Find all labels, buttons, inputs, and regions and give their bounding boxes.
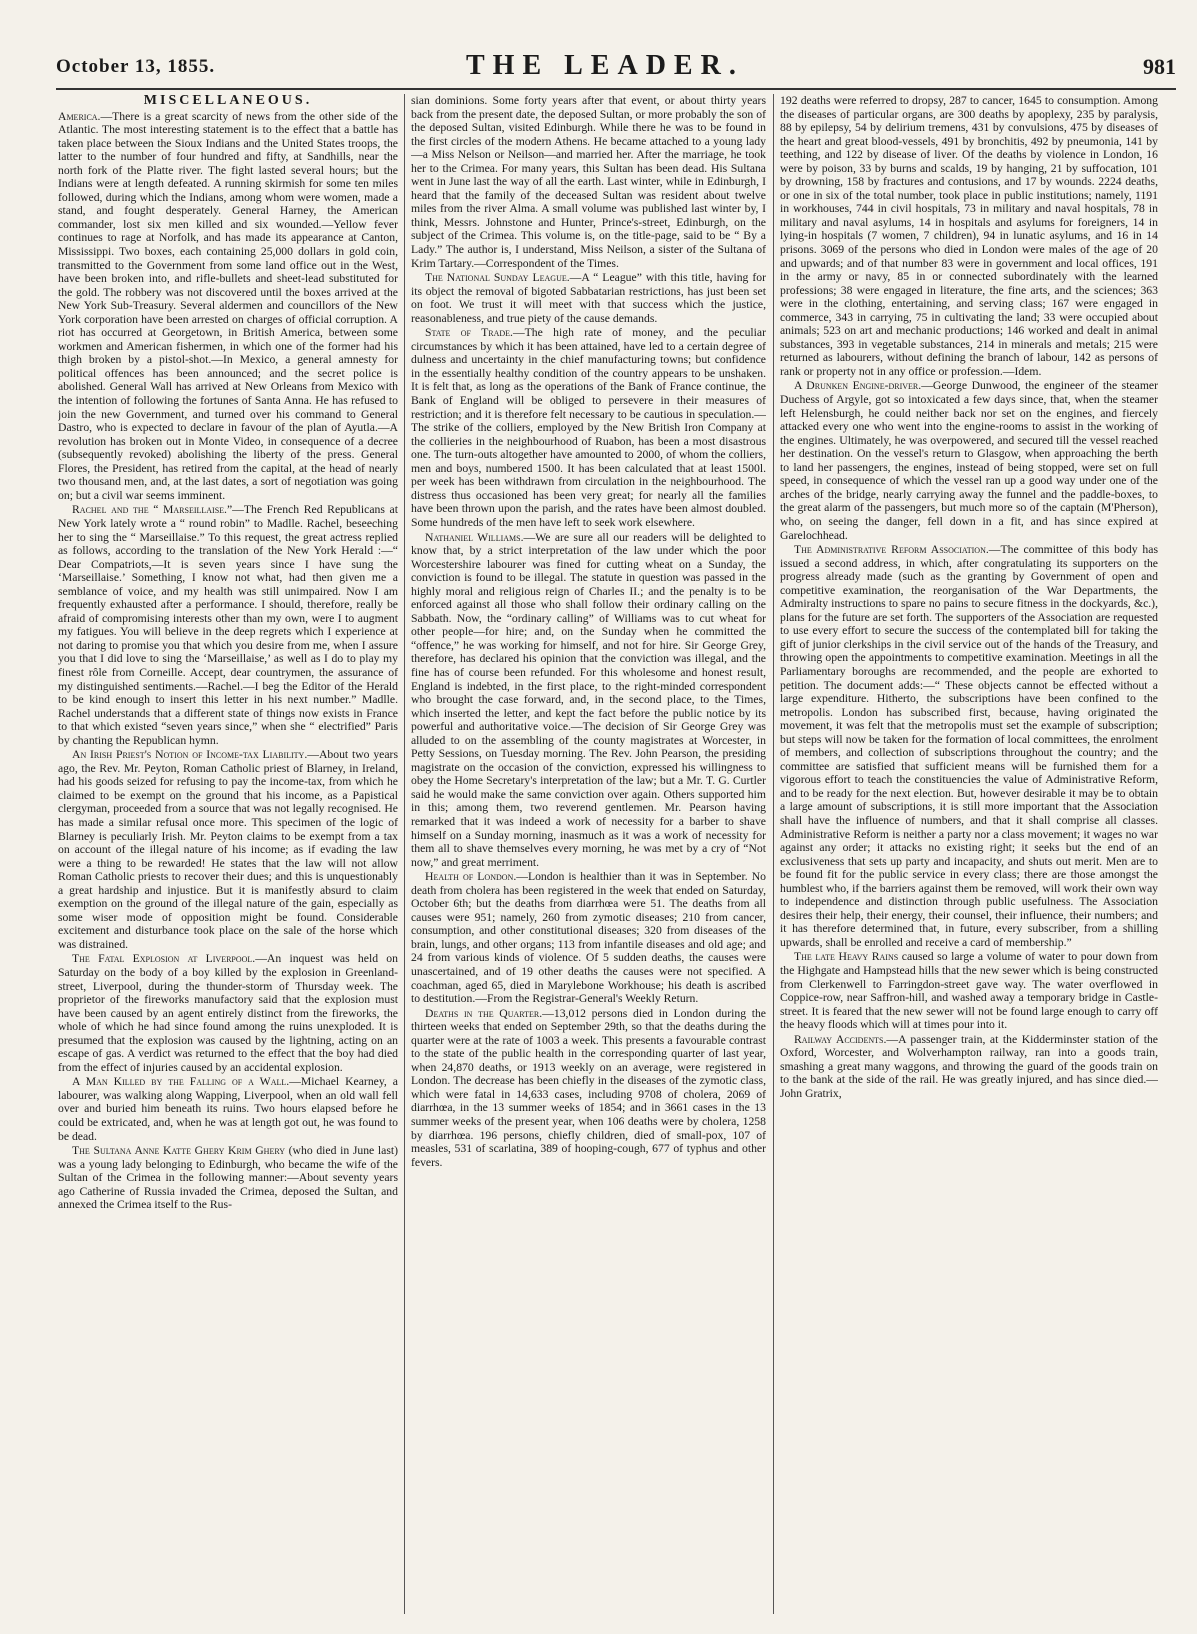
article-body: —There is a great scarcity of news from the other side of the Atlantic. The most interesting statement is to the effect that a battle has taken place between the Sioux Indians and the United States troops, the latter to the number of four hundred and fifty, at Sandhills, near the north fork of the Platte river. The fight lasted several hours; but the Indians were at length defeated. A running skirmish for some ten miles followed, during which the Indians, among whom were women, made a stand, and fought desperately. General Harney, the American commander, lost six men killed and six wounded.—Yellow fever continues to rage at Norfolk, and has made its appearance at Canton, Mississippi. Two boxes, each containing 25,000 dollars in gold coin, transmitted to the Government from some land office out in the West, have been broken into, and rifle-bullets and sheet-lead substituted for the gold. The robbery was not discovered until the boxes arrived at the New York Sub-Treasury. Several aldermen and councillors of the New York corporation have been arrested on charges of official corruption. A riot has occurred at Georgetown, in British America, between some workmen and American fishermen, in which one of the former had his thigh broken by a pistol-shot.—In Mexico, a general amnesty for political offences has been announced; and the secret police is abolished. General Wall has arrived at New Orleans from Mexico with the intention of following the fortunes of Santa Anna. He has refused to join the new Government, and turned over his command to General Dastro, who is expected to declare in favour of the plan of Ayutla.—A revolution has broken out in Monte Video, in consequence of a decree (subsequently revoked) abolishing the liberty of the press. General Flores, the President, has retired from the capital, at the head of nearly two thousand men, and, at the last dates, a sort of negotiation was going on; but a civil war seems imminent. [58, 109, 398, 502]
issue-date: October 13, 1855. [56, 56, 216, 77]
article-body: —George Dunwood, the engineer of the steamer Duchess of Argyle, got so intoxicated a few days since, that, when the steamer left Helensburgh, he could neither back nor set on the engines, and fiercely attacked every one who went into the engine-rooms to assist in the working of the engines. Ultimately, he was overpowered, and secured till the vessel reached her destination. On the vessel's return to Glasgow, when approaching the berth to land her passengers, the engines, instead of being stopped, were set on full speed, in consequence of which the vessel ran up a good way under one of the arches of the bridge, nearly carrying away the funnel and the paddle-boxes, to the great alarm of the passengers, but much more so of the captain (M'Pherson), who, on seeing the danger, fell down in a fit, and has since expired at Garelochhead. [780, 379, 1158, 542]
article-railway-accidents [780, 1033, 1158, 1101]
article-body: —The committee of this body has issued a second address, in which, after congratulating its supporters on the progress already made (such as the granting by Government of open and competitive examination, the reorganisation of the War Departments, the Admiralty instructions to spare no pains to secure fitness in the dockyards, &c.), plans for the future are set forth. The supporters of the Association are requested to use every effort to secure the success of the contemplated bill for taking the gift of junior clerkships in the civil service out of the hands of the Treasury, and throwing open the appointments to competitive examination. Meetings in all the Parliamentary boroughs are recommended, and the people are exhorted to petition. The document adds:—“ These objects cannot be effected without a large expenditure. Hitherto, the subscriptions have been confined to the metropolis. London has subscribed first, because, having originated the movement, it was felt that the metropolis must set the example of subscription; but steps will now be taken for the formation of local committees, the enrolment of members, and collection of subscriptions throughout the country; and the committee are satisfied that sufficient means will be furnished them for a vigorous effort to teach the constituencies the value of Administrative Reform, and to be ready for the next election. But, however desirable it may be to obtain a large amount of subscriptions, it is still more important that the Association shall have the influence of numbers, and that it shall comprise all classes. Administrative Reform is neither a party nor a class movement; it wages no war against any order; it attacks no existing right; it seeks but the end of an exclusiveness that sets up party and incapacity, and shuts out merit. Men are to be found fit for the public service in every class; there are those amongst the humblest who, if the barriers against them be removed, will work their own way to independence and distinction through public usefulness. The Association desires their help, their energy, their counsel, their influence, their numbers; and it has therefore determined that, in future, every subscriber, from a shilling upwards, shall be enrolled and receive a card of membership.” [780, 543, 1158, 949]
article-lead: Rachel and the “ Marseillaise.” [72, 503, 233, 517]
article-lead: The National Sunday League. [425, 271, 570, 285]
article-lead: The Sultana Anne Katte Ghery Krim Ghery [72, 1144, 285, 1158]
article-sunday-league [411, 271, 766, 325]
article-administrative-reform [780, 543, 1158, 949]
article-lead: An Irish Priest's Notion of Income-tax Liability. [72, 748, 308, 762]
column-divider [404, 94, 405, 1614]
newspaper-title: THE LEADER. [466, 50, 744, 81]
article-america [58, 110, 398, 503]
masthead-rule [56, 88, 1176, 90]
article-deaths-continued: 192 deaths were referred to dropsy, 287 to cancer, 1645 to consumption. Among the diseases of particular organs, are 300 deaths by apoplexy, 235 by paralysis, 88 by epilepsy, 54 by delirium tremens, 431 by convulsions, 475 by diseases of the heart and great blood-vessels, 491 by bronchitis, 492 by pneumonia, 141 by teething, and 122 by disease of liver. Of the deaths by violence in London, 16 were by poison, 33 by burns and scalds, 19 by hanging, 21 by suffocation, 101 by drowning, 158 by fractures and contusions, and 17 by wounds. 2224 deaths, or one in six of the total number, took place in public institutions; namely, 1191 in workhouses, 744 in civil hospitals, 73 in military and naval hospitals, 78 in military and naval asylums, 14 in hospitals and asylums for foreigners, 14 in lying-in hospitals (7 women, 7 children), 94 in lunatic asylums, and 16 in 14 prisons. 3069 of the persons who died in London were males of the age of 20 and upwards; and of that number 83 were in government and local offices, 191 in the army or navy, 85 in or connected subordinately with the learned professions; 38 were engaged in literature, the fine arts, and the sciences; 363 were in the clothing, entertaining, and serving class; 167 were engaged in commerce, 343 in carrying, 75 in cultivating the land; 33 were occupied about animals; 523 on art and mechanic productions; 146 worked and dealt in animal substances, 393 in vegetable substances, 214 in minerals and metals; 215 were returned as labourers, without defining the branch of labour, 142 as persons of rank or property not in any office or profession.—Idem. [780, 94, 1158, 378]
page-number: 981 [1143, 54, 1176, 79]
article-sultana-continued: sian dominions. Some forty years after that event, or about thirty years back from the present date, the deposed Sultan, or more probably the son of the deposed Sultan, visited Edinburgh. While there he was to be found in the first circles of the modern Athens. He became attached to a young lady—a Miss Nelson or Neilson—and married her. After the marriage, he took her to the Crimea. For many years, this Sultan has been dead. His Sultana went in June last the way of all the earth. Last winter, while in Edinburgh, I heard that the family of the deceased Sultan was resident about twelve miles from the river Alma. A small volume was published last winter by, I think, Messrs. Johnstone and Hunter, Prince's-street, Edinburgh, on the subject of the Crimea. This volume is, on the title-page, said to be “ By a Lady.” The author is, I understand, Miss Neilson, a sister of the Sultana of Krim Tartary.—Correspondent of the Times. [411, 94, 766, 270]
article-lead: State of Trade. [425, 326, 513, 340]
article-body: —The high rate of money, and the peculiar circumstances by which it has been attained, have led to a certain degree of dulness and uncertainty in the chief manufacturing towns; but confidence in the essentially healthy condition of the country appears to be unshaken. It is felt that, as long as the operations of the Bank of France continue, the Bank of England will be obliged to persevere in their measures of restriction; and it is therefore felt necessary to be cautious in speculation.—The strike of the colliers, employed by the New British Iron Company at the collieries in the neighbourhood of Ruabon, has been a most disastrous one. The turn-outs altogether have amounted to 2000, of whom the colliers, men and boys, numbered 1500. It has been calculated that at least 1500l. per week has been withdrawn from circulation in the neighbourhood. The distress thus occasioned has been very great; for nearly all the families have been thrown upon the parish, and the rates have been almost doubled. Some hundreds of the men have left to seek work elsewhere. [411, 326, 766, 529]
article-body: —London is healthier than it was in September. No death from cholera has been registered in the week that ended on Saturday, October 6th; but the deaths from diarrhœa were 51. The deaths from all causes were 951; namely, 260 from zymotic diseases; 210 from cancer, consumption, and other constitutional diseases; 320 from diseases of the brain, lungs, and other organs; 113 from infantile diseases and old age; and 24 from various kinds of violence. Of 5 sudden deaths, the causes were unascertained, and of 19 other deaths the causes were not specified. A coachman, aged 65, died in Marylebone Workhouse; his death is ascribed to destitution.—From the Registrar-General's Weekly Return. [411, 870, 766, 1006]
article-wall-collapse [58, 1075, 398, 1143]
article-body: —We are sure all our readers will be delighted to know that, by a strict interpretation of the law under which the poor Worcestershire labourer was fined for cutting wheat on a Sunday, the conviction is found to be illegal. The statute in question was passed in the highly moral and religious reign of Charles II.; and the penalty is to be enforced against all those who shall follow their ordinary calling on the Sabbath. Now, the “ordinary calling” of Williams was to cut wheat for other people—for hire; and, on the Sunday when he committed the “offence,” he was working for himself, and not for hire. Sir George Grey, therefore, has declared his opinion that the conviction was illegal, and the fine has of course been refunded. For this wholesome and honest result, England is indebted, in the first place, to the right-minded correspondent who brought the case forward, and, in the second place, to the Times, which inserted the letter, and kept the fact before the public notice by its powerful and authoritative voice.—The decision of Sir George Grey was alluded to on the assembling of the county magistrates at Worcester, in Petty Sessions, on Tuesday morning. The Rev. John Pearson, the presiding magistrate on the occasion of the conviction, expressed his willingness to obey the Home Secretary's interpretation of the law; but a Mr. T. G. Curtler said he would make the same conviction over again. Others supported him in this; among them, two reverend gentlemen. Mr. Pearson having remarked that it was indeed a work of necessity for a barber to shave himself on a Sunday morning, inasmuch as it was a work of necessity for them all to shave themselves every morning, he was met by a cry of “Not now,” and great merriment. [411, 530, 766, 869]
article-lead: Health of London. [425, 870, 517, 884]
article-state-of-trade [411, 326, 766, 529]
article-lead: Nathaniel Williams. [425, 530, 524, 544]
article-body: —A “ League” with this title, having for its object the removal of bigoted Sabbatarian restrictions, has just been set on foot. We trust it will meet with that success which the justice, reasonableness, and true piety of the cause demands. [411, 271, 766, 325]
article-lead: Deaths in the Quarter. [425, 1006, 543, 1020]
article-body: —About two years ago, the Rev. Mr. Peyton, Roman Catholic priest of Blarney, in Ireland, had his goods seized for refusing to pay the income-tax, from which he claimed to be exempt on the ground that his income, as a Papistical clergyman, proceeded from a source that was not legally recognised. He has made a similar refusal once more. This specimen of the logic of Blarney is peculiarly Irish. Mr. Peyton claims to be exempt from a tax on account of the illegal nature of his income; as if evading the law were a thing to be rewarded! He states that the law will not allow Roman Catholic priests to recover their dues; and this is unquestionably a great hardship and injustice. But it is manifestly absurd to claim exemption on the ground of the illegal nature of the gain, especially as some wiser mode of opposition might be found. Considerable excitement and disturbance took place on the sale of the horse which was distrained. [58, 748, 398, 951]
article-body: —The French Red Republicans at New York lately wrote a “ round robin” to Madlle. Rachel, beseeching her to sing the “ Marseillaise.” To this request, the great actress replied as follows, according to the translation of the New York Herald :—“ Dear Compatriots,—It is seven years since I have sung the ‘Marseillaise.’ Something, I know not what, had then given me a semblance of voice, and my health was still unimpaired. Now I am frequently exhausted after a performance. I should, therefore, really be afraid of compromising interests other than my own, were I to augment my fatigues. You will believe in the deep regrets which I experience at not daring to promise you that which you desire from me, when I assure you that I did love to sing the ‘Marseillaise,’ as well as I do to play my finest rôle from Corneille. Accept, dear countrymen, the assurance of my distinguished sentiments.—Rachel.—I beg the Editor of the Herald to be kind enough to insert this letter in his next number.” Madlle. Rachel understands that a different state of things now exists in France to that which existed “seven years since,” when she “ electrified” Paris by chanting the Republican hymn. [58, 503, 398, 747]
article-heavy-rains [780, 950, 1158, 1031]
column-2 [411, 94, 766, 1614]
article-body: —Michael Kearney, a labourer, was walking along Wapping, Liverpool, when an old wall fell over and buried him beneath its ruins. Two hours elapsed before he could be extricated, and, when he was at length got out, he was found to be dead. [58, 1075, 398, 1143]
article-body: —13,012 persons died in London during the thirteen weeks that ended on September 29th, so that the deaths during the quarter were at the rate of 1003 a week. This presents a favourable contrast to the state of the public health in the corresponding quarter of last year, when 24,870 deaths, or 1913 weekly on an average, were registered in London. The decrease has been chiefly in the diseases of the zymotic class, which were fatal in 14,633 cases, including 9708 of cholera, 2069 of diarrhœa, in the 13 summer weeks of 1854; and in 3661 cases in the 13 summer weeks of the present year, when 106 deaths were by cholera, 1258 by diarrhœa. 196 persons, chiefly children, died of small-pox, 107 of measles, 531 of scarlatina, 389 of hooping-cough, 677 of typhus and other fevers. [411, 1006, 766, 1169]
article-lead: A Man Killed by the Falling of a Wall. [72, 1075, 290, 1089]
article-lead: America. [58, 109, 101, 123]
article-lead: A Drunken Engine-driver. [794, 379, 922, 393]
article-health-of-london [411, 870, 766, 1005]
article-rachel [58, 503, 398, 747]
article-liverpool-explosion [58, 952, 398, 1074]
article-nathaniel-williams [411, 531, 766, 870]
article-sultana [58, 1144, 398, 1212]
article-drunken-engine-driver [780, 379, 1158, 542]
article-body: (who died in June last) was a young lady belonging to Edinburgh, who became the wife of the Sultan of the Crimea in the following manner:—About seventy years ago Catherine of Russia invaded the Crimea, deposed the Sultan, and annexed the Crimea itself to the Rus- [58, 1144, 398, 1212]
article-body: caused so large a volume of water to pour down from the Highgate and Hampstead hills that the new sewer which is being constructed from Clerkenwell to Farringdon-street gave way. The water overflowed in Coppice-row, near Saffron-hill, and washed away a temporary bridge in Castle-street. It is feared that the new sewer will not be found large enough to carry off the heavy floods which will at times pour into it. [780, 950, 1158, 1032]
article-body: —A passenger train, at the Kidderminster station of the Oxford, Worcester, and Wolverhampton railway, ran into a goods train, smashing a great many waggons, and throwing the guard of the goods train on to the bank at the side of the rail. He was greatly injured, and has since died.—John Gratrix, [780, 1032, 1158, 1100]
article-body: —An inquest was held on Saturday on the body of a boy killed by the explosion in Greenland-street, Liverpool, during the thunder-storm of Thursday week. The proprietor of the fireworks manufactory said that the explosion must have been caused by an agent entirely distinct from the fireworks, the whole of which he had since found among the ruins unexploded. It is presumed that the explosion was caused by the lightning, acting on an escape of gas. A verdict was returned to the effect that the boy had died from the effect of injuries caused by an accidental explosion. [58, 952, 398, 1074]
article-lead: The Fatal Explosion at Liverpool. [72, 952, 256, 966]
masthead [56, 46, 1176, 86]
article-irish-priest [58, 748, 398, 951]
column-divider [773, 94, 774, 1614]
article-lead: The late Heavy Rains [794, 950, 899, 964]
column-1 [58, 94, 398, 1614]
column-3 [780, 94, 1158, 1614]
article-deaths-quarter [411, 1007, 766, 1170]
section-title: MISCELLANEOUS. [143, 94, 313, 108]
article-lead: The Administrative Reform Association. [794, 543, 989, 557]
article-lead: Railway Accidents. [794, 1032, 887, 1046]
